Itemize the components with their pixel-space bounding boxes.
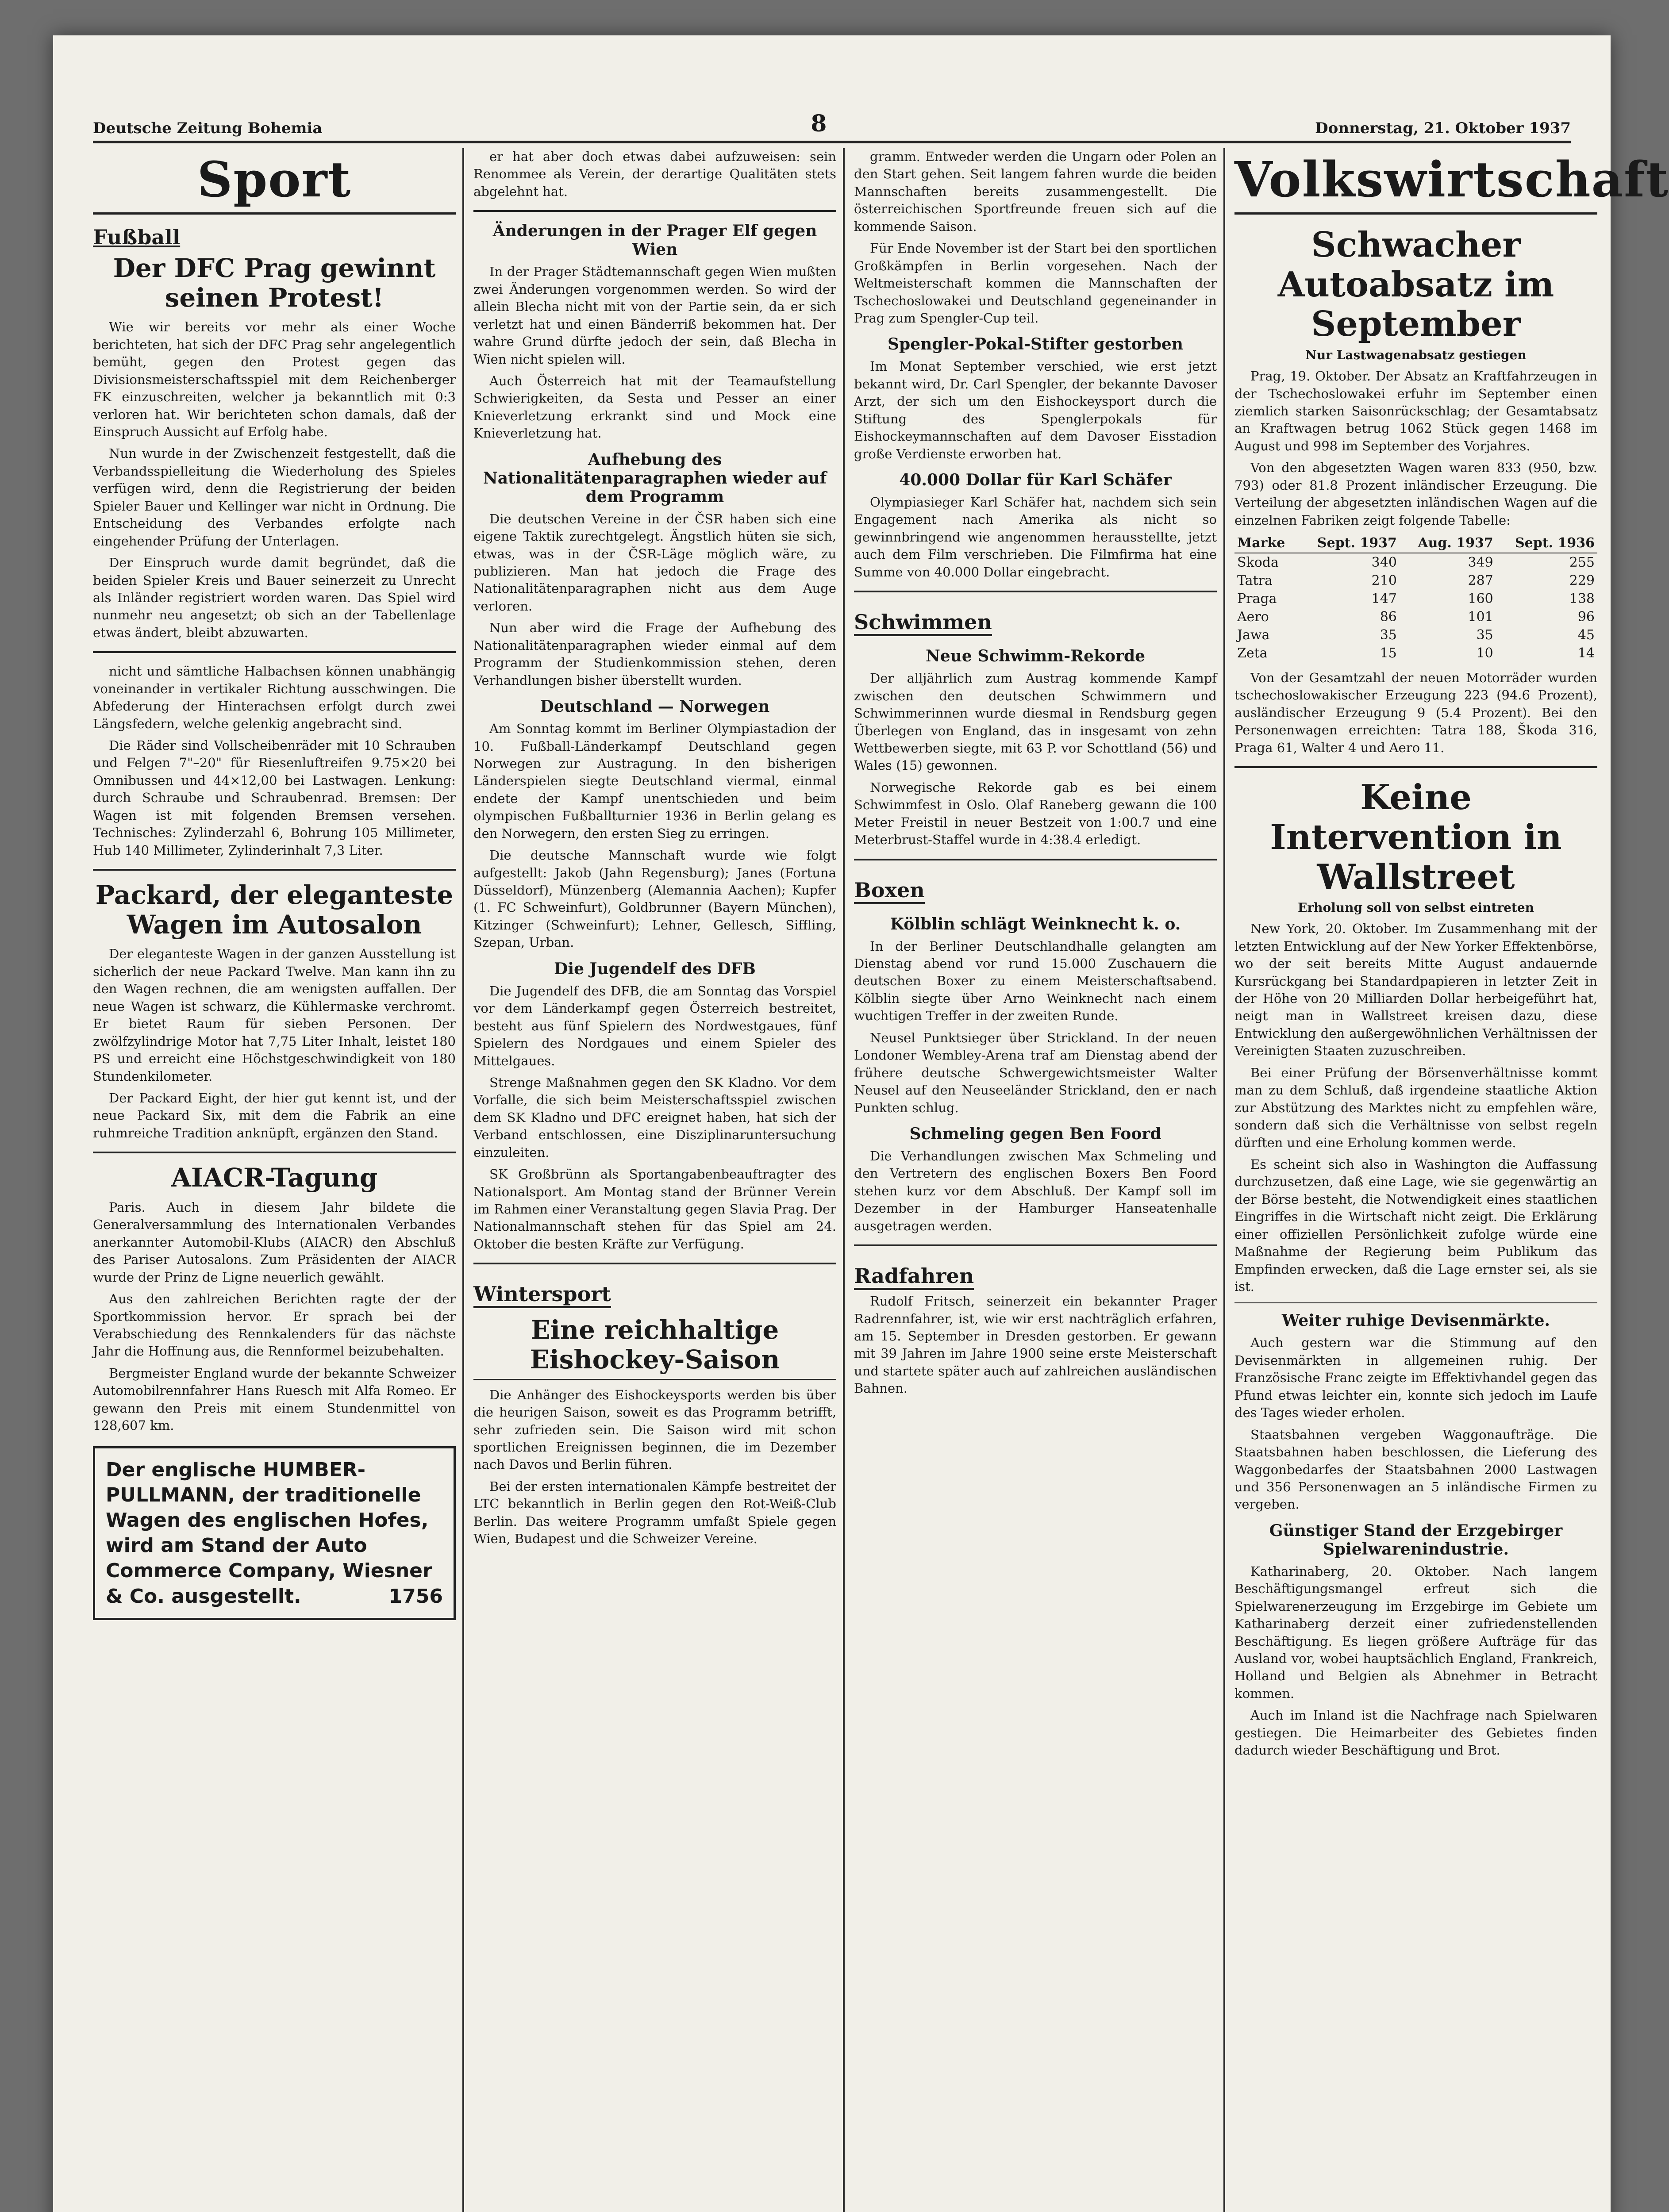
article-paragraph: Am Sonntag kommt im Berliner Olympiastadion der 10. Fußball-Länderkampf Deutschland gegen Norwegen zur Austragung. In den bisherigen Länderspielen siegte Deutschland viermal, einmal endete der Kampf unentschieden und beim olympischen Fußballturnier 1936 in Berlin gelang es den Norwegern, den ersten Sieg zu erringen. xyxy=(473,721,836,841)
table-cell: 101 xyxy=(1468,609,1493,625)
column-3 xyxy=(854,148,1217,2212)
table-row xyxy=(1234,644,1597,662)
article-paragraph: New York, 20. Oktober. Im Zusammenhang mit der letzten Entwicklung auf der New Yorker Effektenbörse, wo der seit bereits Mitte August andauernde Kursrückgang bei Standardpapieren in letzter Zeit in der Höhe von 20 Milliarden Dollar herbeigeführt hat, neigt man in Wallstreet kreisen dazu, diese Entwicklung den außergewöhnlichen Verhältnissen der Vereinigten Staaten zuzuschreiben. xyxy=(1234,921,1597,1059)
article-paragraph: Von der Gesamtzahl der neuen Motorräder wurden tschechoslowakischer Erzeugung 223 (94.6 Prozent), ausländischer Erzeugung 9 (5.4 Prozent). Bei den Personenwagen erreichten: Tatra 188, Škoda 316, Praga 61, Walter 4 und Aero 11. xyxy=(1234,670,1597,755)
divider xyxy=(93,651,456,653)
table-cell: 147 xyxy=(1371,591,1397,607)
article-paragraph: Aus den zahlreichen Berichten ragte der der Sportkommission hervor. Er sprach bei der Verabschiedung des Rennkalenders für das nächste Jahr die Hoffnung aus, die Rennformel beizubehalten. xyxy=(93,1291,456,1359)
table-row xyxy=(1234,608,1597,626)
article-paragraph: Für Ende November ist der Start bei den sportlichen Großkämpfen in Berlin vorgesehen. Nach der Weltmeisterschaft kommen die Mannschaften der Tschechoslowakei und Deutschland gegeneinander in Prag zum Spengler-Cup teil. xyxy=(854,241,1217,326)
article-paragraph: Paris. Auch in diesem Jahr bildete die Generalversammlung des Internationalen Verbandes anerkannter Automobil-Klubs (AIACR) den Abschluß des Pariser Autosalons. Zum Präsidenten der AIACR wurde der Prinz de Ligne neuerlich gewählt. xyxy=(93,1199,456,1285)
football-rubric: Fußball xyxy=(93,225,181,249)
column-rule xyxy=(1223,148,1225,2212)
divider xyxy=(854,859,1217,860)
hockey-headline: Eine reichhaltige Eishockey-Saison xyxy=(473,1315,836,1380)
newspaper-page xyxy=(53,35,1669,2212)
masthead-name: Deutsche Zeitung Bohemia xyxy=(93,119,323,137)
article-paragraph: Die deutschen Vereine in der ČSR haben sich eine eigene Taktik zurechtgelegt. Ängstlich hüten sie sich, etwas, was in der ČSR-Läge möglich wäre, zu publizieren. Man hat jedoch die Frage des Nationalitätenparagraphen nicht aus dem Auge verloren. xyxy=(473,511,836,614)
table-row xyxy=(1234,590,1597,608)
table-row xyxy=(1234,626,1597,644)
box-headline: Kölblin schlägt Weinknecht k. o. xyxy=(890,914,1181,933)
article-paragraph: Bei einer Prüfung der Börsenverhältnisse kommt man zu dem Schluß, daß irgendeine staatliche Aktion zur Abstützung des Marktes nicht zu empfehlen wäre, sondern daß sich die Verhältnisse von selbst regeln dürften und eine Erholung kommen werde. xyxy=(1234,1065,1597,1150)
article-paragraph: gramm. Entweder werden die Ungarn oder Polen an den Start gehen. Seit langem fahren wurde die beiden Mannschaften bereits zusammengestellt. Die österreichischen Sportfreunde freuen sich auf die kommende Saison. xyxy=(854,149,1217,234)
packard-headline: Packard, der eleganteste Wagen im Autosalon xyxy=(95,880,454,940)
article-paragraph: SK Großbrünn als Sportangabenbeauftragter des Nationalsport. Am Montag stand der Brünner Verein im Rahmen einer Veranstaltung gegen Slavia Prag. Der Nationalmannschaft stehen für das Spiel am 24. Oktober die besten Kräfte zur Verfügung. xyxy=(473,1167,836,1252)
table-cell: 86 xyxy=(1380,609,1397,625)
youth-headline: Die Jugendelf des DFB xyxy=(554,959,756,978)
divider xyxy=(93,869,456,871)
schaefer-headline: 40.000 Dollar für Karl Schäfer xyxy=(899,471,1172,489)
running-header xyxy=(93,111,1571,143)
table-cell: 10 xyxy=(1476,645,1493,661)
table-cell: 160 xyxy=(1468,591,1493,607)
table-header-row xyxy=(1234,534,1597,553)
amateur-headline: Aufhebung des Nationalitätenparagraphen wieder auf dem Programm xyxy=(483,450,827,506)
article-paragraph: Rudolf Fritsch, seinerzeit ein bekannter Prager Radrennfahrer, ist, wie wir erst nachträglich erfahren, am 15. September in Dresden gestorben. Er gewann mit 39 Jahren im Jahre 1900 seine erste Meisterschaft und startete später auch auf zahlreichen ausländischen Bahnen. xyxy=(854,1294,1217,1396)
article-paragraph: In der Berliner Deutschlandhalle gelangten am Dienstag abend vor rund 15.000 Zuschauern die deutschen Boxer zu einem Meisterschaftsabend. Kölblin siegte über Arno Weinknecht nach einem wuchtigen Treffer in der zweiten Runde. xyxy=(854,938,1217,1024)
article-paragraph: Die Anhänger des Eishockeysports werden bis über die heurigen Saison, soweit es das Programm betrifft, sehr zufrieden sein. Die Saison wird mit schon sportlichen Ereignissen beginnen, die im Dezember nach Davos und Berlin führen. xyxy=(473,1387,836,1472)
article-paragraph: Bergmeister England wurde der bekannte Schweizer Automobilrennfahrer Hans Ruesch mit Alfa Romeo. Er gewann den Preis mit einem Stundenmittel von 128,607 km. xyxy=(93,1365,456,1433)
issue-date: Donnerstag, 21. Oktober 1937 xyxy=(1315,119,1571,137)
article-paragraph: nicht und sämtliche Halbachsen können unabhängig voneinander in vertikaler Richtung ausschwingen. Die Abfederung der Hinterachsen erfolgt durch zwei Längsfedern, welche gelenkig angebracht sind. xyxy=(93,664,456,731)
table-header: Aug. 1937 xyxy=(1400,534,1496,553)
car-sales-kicker: Nur Lastwagenabsatz gestiegen xyxy=(1305,348,1527,363)
swim-headline: Neue Schwimm-Rekorde xyxy=(925,647,1146,666)
article-paragraph: Auch Österreich hat mit der Teamaufstellung Schwierigkeiten, da Sesta und Pesser an einer Knieverletzung erkrankt sind und Mock eine Knieverletzung hat. xyxy=(473,373,836,441)
spengler-headline: Spengler-Pokal-Stifter gestorben xyxy=(888,335,1183,354)
prague-eleven-headline: Änderungen in der Prager Elf gegen Wien xyxy=(492,222,817,259)
column-rule xyxy=(462,148,464,2212)
article-paragraph: Der alljährlich zum Austrag kommende Kampf zwischen den deutschen Schwimmern und Schwimmerinnen wurde diesmal in Rendsburg gegen Überlegen von England, das in insgesamt von zehn Wettbewerben siegte, mit 63 P. vor Schottland (56) und Wales (15) gewonnen. xyxy=(854,671,1217,773)
article-paragraph: Prag, 19. Oktober. Der Absatz an Kraftfahrzeugen in der Tschechoslowakei erfuhr im September einen ziemlich starken Saisonrückschlag; der Gesamtabsatz an Kraftwagen betrug 1062 Stück gegen 1468 im August und 998 im September des Vorjahres. xyxy=(1234,369,1597,453)
table-cell: 210 xyxy=(1371,573,1397,588)
article-paragraph: Die Räder sind Vollscheibenräder mit 10 Schrauben und Felgen 7"–20" für Riesenluftreifen 9.75×20 bei Omnibussen und 44×12,00 bei Lastwagen. Lenkung: durch Schraube und Schraubenrad. Bremsen: Der Wagen ist mit folgenden Bremsen versehen. Technisches: Zylinderzahl 6, Bohrung 105 Millimeter, Hub 140 Millimeter, Zylinderinhalt 7,3 Liter. xyxy=(93,738,456,858)
table-cell: Aero xyxy=(1237,609,1269,625)
table-cell: 349 xyxy=(1468,555,1493,570)
column-rule xyxy=(843,148,845,2212)
article-paragraph: Auch gestern war die Stimmung auf den Devisenmärkten in allgemeinen ruhig. Der Französische Franc zeigte im Effektivhandel gegen das Pfund etwas leichter ein, konnte sich jedoch im Laufe des Tages wieder erholen. xyxy=(1234,1335,1597,1421)
column-4 xyxy=(1234,148,1669,2212)
article-paragraph: Im Monat September verschied, wie erst jetzt bekannt wird, Dr. Carl Spengler, der bekannte Davoser Arzt, der sich um den Eishockeysport durch die Stiftung des Spenglerpokals für Eishockeymannschaften auf dem Davoser Eisstadion große Verdienste erworben hat. xyxy=(854,359,1217,461)
article-paragraph: Staatsbahnen vergeben Waggonaufträge. Die Staatsbahnen haben beschlossen, die Lieferung des Waggonbedarfes der Staatsbahnen 2000 Lastwagen und 356 Personenwagen an 5 inländische Firmen zu vergeben. xyxy=(1234,1427,1597,1512)
table-cell: 255 xyxy=(1569,555,1595,570)
divider xyxy=(1234,1302,1597,1303)
article-paragraph: Von den abgesetzten Wagen waren 833 (950, bzw. 793) oder 81.8 Prozent inländischer Erzeugung. Die Verteilung der abgesetzten inländischen Wagen auf die einzelnen Fabriken zeigt folgende Tabelle: xyxy=(1234,460,1597,528)
article-paragraph: Der Packard Eight, der hier gut kennt ist, und der neue Packard Six, mit dem die Fabrik an eine ruhmreiche Tradition anknüpft, ergänzen den Stand. xyxy=(93,1090,456,1141)
article-paragraph: Der Einspruch wurde damit begründet, daß die beiden Spieler Kreis und Bauer seinerzeit zu Unrecht als Inländer registriert worden waren. Das Spiel wird nunmehr neu angesetzt; ob sich an der Tabellenlage etwas ändert, bleibt abzuwarten. xyxy=(93,555,456,640)
article-paragraph: In der Prager Städtemannschaft gegen Wien mußten zwei Änderungen vorgenommen werden. So wird der allein Blecha nicht mit von der Partie sein, da er sich verletzt hat und einen Bänderriß bekommen hat. Der wahre Grund dürfte jedoch der sein, daß Blecha in Wien nicht spielen will. xyxy=(473,264,836,367)
article-paragraph: Es scheint sich also in Washington die Auffassung durchzusetzen, daß eine Lage, wie sie gegenwärtig an der Börse besteht, die Notwendigkeit eines staatlichen Eingriffes in die Wirtschaft nicht zeigt. Die Erklärung einer offiziellen Persönlichkeit zufolge würde eine Maßnahme der Regierung beim Publikum das Empfinden erwecken, daß die Lage ernster sei, als sie ist. xyxy=(1234,1156,1597,1294)
table-cell: 35 xyxy=(1476,627,1493,643)
table-cell: 96 xyxy=(1577,609,1595,625)
article-paragraph: Strenge Maßnahmen gegen den SK Kladno. Vor dem Vorfalle, die sich beim Meisterschaftsspiel zwischen dem SK Kladno und DFC ereignet haben, hat sich der Verband entschlossen, eine Disziplinaruntersuchung einzuleiten. xyxy=(473,1075,836,1160)
de-nor-headline: Deutschland — Norwegen xyxy=(540,697,770,716)
divider xyxy=(1234,766,1597,768)
currency-headline: Weiter ruhige Devisenmärkte. xyxy=(1281,1311,1550,1330)
table-cell: 138 xyxy=(1569,591,1595,607)
column-2 xyxy=(473,148,836,2212)
toy-industry-headline: Günstiger Stand der Erzgebirger Spielwarenindustrie. xyxy=(1269,1521,1563,1559)
table-cell: Zeta xyxy=(1237,645,1268,661)
schmeling-headline: Schmeling gegen Ben Foord xyxy=(909,1124,1161,1143)
table-cell: 287 xyxy=(1468,573,1493,588)
humber-advertisement xyxy=(93,1446,456,1620)
divider xyxy=(854,1244,1217,1246)
car-sales-headline: Schwacher Autoabsatz im September xyxy=(1277,225,1554,345)
article-paragraph: Auch im Inland ist die Nachfrage nach Spielwaren gestiegen. Die Heimarbeiter des Gebietes finden dadurch wieder Beschäftigung und Brot. xyxy=(1234,1708,1597,1758)
page-number: 8 xyxy=(811,110,827,137)
dfc-headline: Der DFC Prag gewinnt seinen Protest! xyxy=(113,253,436,313)
humber-ad-number: 1756 xyxy=(388,1585,443,1608)
table-cell: 14 xyxy=(1577,645,1595,661)
table-cell: 45 xyxy=(1577,627,1595,643)
divider xyxy=(93,1152,456,1153)
article-paragraph: Katharinaberg, 20. Oktober. Nach langem Beschäftigungsmangel erfreut sich die Spielwarenerzeugung im Erzgebirge im Gebiete um Katharinaberg derzeit einer zufriedenstellenden Beschäftigung. Es liegen größere Aufträge für das Ausland vor, wobei hauptsächlich England, Frankreich, Holland und Belgien als Abnehmer in Betracht kommen. xyxy=(1234,1563,1597,1701)
table-row xyxy=(1234,572,1597,590)
table-cell: Tatra xyxy=(1237,573,1273,588)
table-header: Marke xyxy=(1234,534,1298,553)
article-paragraph: er hat aber doch etwas dabei aufzuweisen: sein Renommee als Verein, der derartige Qualitäten stets abgelehnt hat. xyxy=(473,149,836,199)
article-paragraph: Norwegische Rekorde gab es bei einem Schwimmfest in Oslo. Olaf Raneberg gewann die 100 Meter Freistil in neuer Bestzeit von 1:00.7 und eine Meterbrust-Staffel wurde in 4:38.4 erledigt. xyxy=(854,780,1217,848)
sport-section-title: Sport xyxy=(93,153,456,215)
humber-ad-text: Der englische HUMBER-PULLMANN, der traditionelle Wagen des englischen Hofes, wird am Stand der Auto Commerce Company, Wiesner & Co. ausgestellt. xyxy=(106,1458,432,1608)
table-cell: Praga xyxy=(1237,591,1277,607)
intervention-headline: Keine Intervention in Wallstreet xyxy=(1270,777,1562,897)
divider xyxy=(473,1263,836,1264)
article-paragraph: Bei der ersten internationalen Kämpfe bestreitet der LTC bekanntlich in Berlin gegen den Rot-Weiß-Club Berlin. Das weitere Programm umfaßt Spiele gegen Wien, Budapest und die Schweizer Vereine. xyxy=(473,1479,836,1547)
table-cell: 340 xyxy=(1371,555,1397,570)
article-paragraph: Nun wurde in der Zwischenzeit festgestellt, daß die Verbandsspielleitung die Wiederholung des Spieles verfügen wird, denn die Registrierung der beiden Spieler Bauer und Kellinger war nicht in Ordnung. Die Entscheidung des Verbandes erfolgte nach eingehender Prüfung der Unterlagen. xyxy=(93,446,456,549)
article-paragraph: Nun aber wird die Frage der Aufhebung des Nationalitätenparagraphen wieder einmal auf dem Programm der Studienkommission stehen, deren Verhandlungen bisher überstellt wurden. xyxy=(473,620,836,688)
article-paragraph: Die Jugendelf des DFB, die am Sonntag das Vorspiel vor dem Länderkampf gegen Österreich bestreitet, besteht aus fünf Spielern des Nordwestgaues, fünf Spielern des Nordgaues und einem Spieler des Mittelgaues. xyxy=(473,983,836,1068)
table-cell: Skoda xyxy=(1237,555,1279,570)
swimming-rubric: Schwimmen xyxy=(854,610,992,636)
article-paragraph: Die deutsche Mannschaft wurde wie folgt aufgestellt: Jakob (Jahn Regensburg); Janes (Fortuna Düsseldorf), Münzenberg (Alemannia Aachen); Kupfer (1. FC Schweinfurt), Goldbrunner (Bayern München), Kitzinger (Schweinfurt); Lehner, Gellesch, Siffling, Szepan, Urban. xyxy=(473,848,836,950)
divider xyxy=(854,591,1217,592)
article-paragraph: Der eleganteste Wagen in der ganzen Ausstellung ist sicherlich der neue Packard Twelve. Man kann ihn zu den Wagen rechnen, die am wenigsten auffallen. Der neue Wagen ist schwarz, die Kühlermaske verchromt. Er bietet Raum für sieben Personen. Der zwölfzylindrige Motor hat 7,75 Liter Inhalt, leistet 180 PS und erreicht eine Höchstgeschwindigkeit von 180 Stundenkilometer. xyxy=(93,946,456,1084)
table-cell: 229 xyxy=(1569,573,1595,588)
table-row xyxy=(1234,553,1597,572)
article-paragraph: Olympiasieger Karl Schäfer hat, nachdem sich sein Engagement nach Amerika als nicht so gewinnbringend wie angenommen herausstellte, jetzt auch dem Film verschrieben. Die Filmfirma hat eine Summe von 40.000 Dollar eingebracht. xyxy=(854,495,1217,580)
intervention-kicker: Erholung soll von selbst eintreten xyxy=(1298,900,1534,915)
cycling-rubric: Radfahren xyxy=(854,1264,974,1290)
boxing-rubric: Boxen xyxy=(854,878,925,904)
table-header: Sept. 1936 xyxy=(1496,534,1597,553)
article-paragraph: Wie wir bereits vor mehr als einer Woche berichteten, hat sich der DFC Prag sehr angelegentlich bemüht, gegen den Protest gegen das Divisionsmeisterschaftsspiel mit dem Reichenberger FK einzuschreiten, welcher ja bekanntlich mit 0:3 verloren hat. Wir berichteten schon damals, daß der Einspruch Aussicht auf Erfolg habe. xyxy=(93,319,456,439)
wintersport-rubric: Wintersport xyxy=(473,1282,611,1308)
car-sales-table xyxy=(1234,534,1597,662)
table-header: Sept. 1937 xyxy=(1298,534,1400,553)
economy-section-title: Volkswirtschaft xyxy=(1234,153,1597,215)
aiacr-headline: AIACR-Tagung xyxy=(171,1163,378,1193)
table-cell: Jawa xyxy=(1237,627,1270,643)
article-paragraph: Die Verhandlungen zwischen Max Schmeling und den Vertretern des englischen Boxers Ben Foord stehen kurz vor dem Abschluß. Der Kampf soll im Dezember in der Hamburger Hanseatenhalle ausgetragen werden. xyxy=(854,1148,1217,1233)
article-paragraph: Neusel Punktsieger über Strickland. In der neuen Londoner Wembley-Arena traf am Dienstag abend der frühere deutsche Schwergewichtsmeister Walter Neusel auf den Neuseeländer Strickland, den er nach Punkten schlug. xyxy=(854,1030,1217,1115)
table-cell: 15 xyxy=(1380,645,1397,661)
divider xyxy=(473,210,836,212)
column-1 xyxy=(93,148,456,2212)
table-cell: 35 xyxy=(1380,627,1397,643)
